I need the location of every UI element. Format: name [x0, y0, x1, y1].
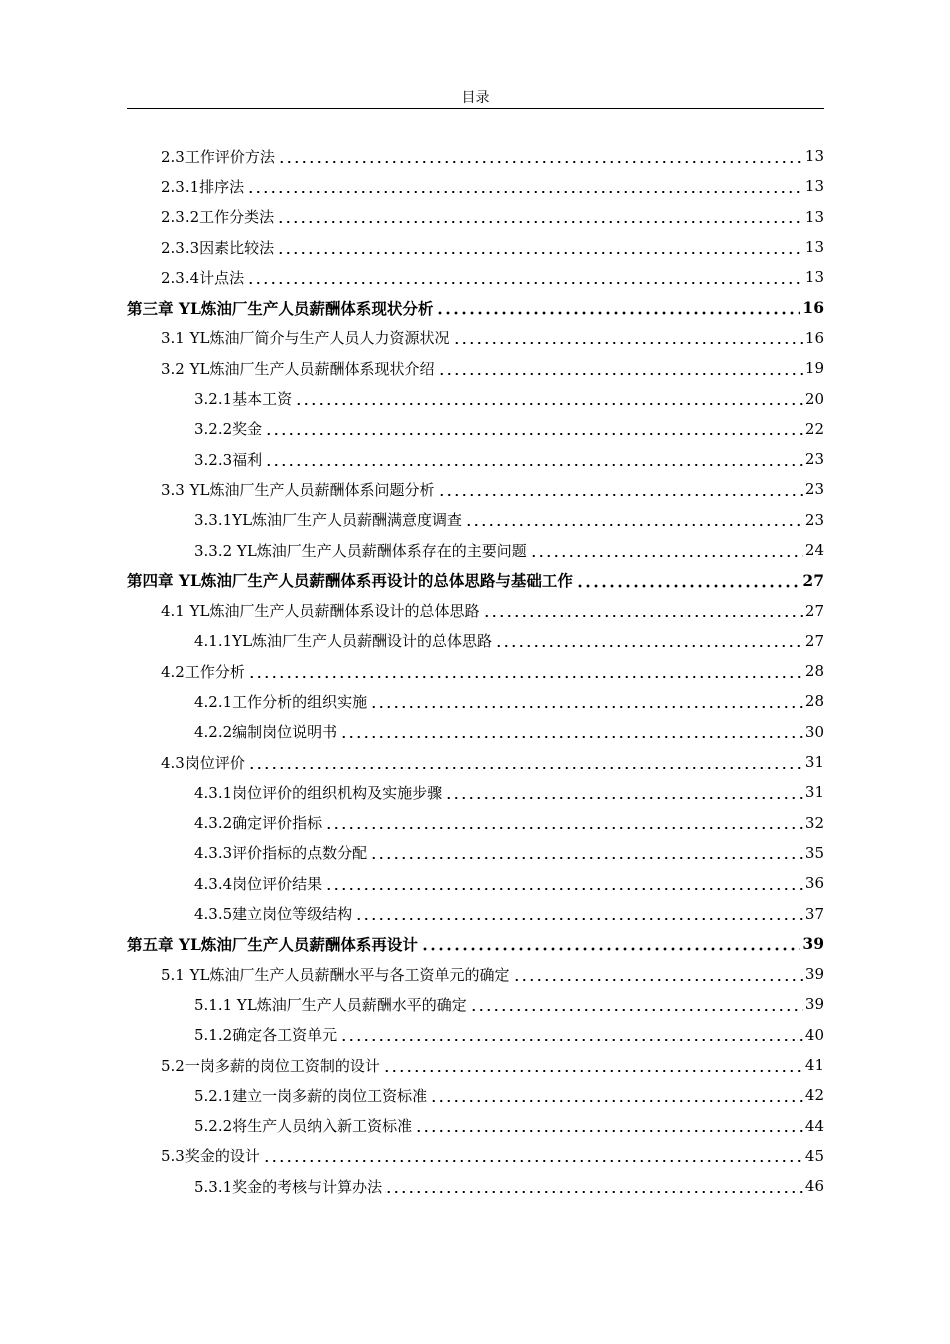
dot-leader	[340, 1027, 803, 1042]
toc-entry-page-number: 35	[804, 843, 824, 862]
toc-entry[interactable]	[127, 232, 824, 262]
toc-entry[interactable]	[127, 898, 824, 928]
dot-leader	[430, 1088, 803, 1103]
dot-leader	[370, 694, 803, 709]
toc-entry-page-number: 31	[804, 753, 824, 772]
dot-leader	[278, 149, 803, 164]
dot-leader	[530, 543, 803, 558]
toc-entry-page-number: 13	[804, 147, 824, 166]
toc-entry-page-number: 36	[804, 874, 824, 893]
toc-entry-page-number: 19	[804, 359, 824, 378]
toc-entry-title: 3.3.2 YL炼油厂生产人员薪酬体系存在的主要问题	[194, 541, 527, 560]
dot-leader	[355, 906, 803, 921]
dot-leader	[415, 1118, 803, 1133]
toc-entry-title: 2.3.2工作分类法	[161, 208, 275, 227]
dot-leader	[383, 1058, 803, 1073]
dot-leader	[470, 997, 803, 1012]
toc-entry[interactable]	[127, 929, 824, 959]
dot-leader	[370, 845, 803, 860]
toc-entry-title: 5.3.1奖金的考核与计算办法	[194, 1177, 383, 1196]
toc-entry-page-number: 39	[802, 934, 824, 954]
toc-entry-title: 5.1.1 YL炼油厂生产人员薪酬水平的确定	[194, 995, 467, 1014]
toc-entry-page-number: 13	[804, 207, 824, 226]
dot-leader	[436, 300, 800, 315]
toc-entry-page-number: 37	[804, 904, 824, 923]
toc-entry[interactable]	[127, 414, 824, 444]
dot-leader	[438, 361, 803, 376]
toc-entry-page-number: 41	[804, 1056, 824, 1075]
dot-leader	[265, 421, 803, 436]
toc-entry[interactable]	[127, 959, 824, 989]
toc-entry-title: 4.1 YL炼油厂生产人员薪酬体系设计的总体思路	[161, 602, 480, 621]
toc-entry-page-number: 27	[804, 601, 824, 620]
toc-entry-page-number: 32	[804, 813, 824, 832]
toc-entry[interactable]	[127, 292, 824, 322]
toc-entry-page-number: 28	[804, 692, 824, 711]
toc-entry-page-number: 23	[804, 480, 824, 499]
toc-entry[interactable]	[127, 1111, 824, 1141]
toc-entry[interactable]	[127, 323, 824, 353]
toc-entry-page-number: 44	[804, 1116, 824, 1135]
page-header	[127, 88, 824, 109]
toc-entry[interactable]	[127, 474, 824, 504]
toc-entry[interactable]	[127, 1171, 824, 1201]
dot-leader	[483, 603, 803, 618]
toc-entry[interactable]	[127, 383, 824, 413]
toc-entry-title: 4.3.5建立岗位等级结构	[194, 905, 353, 924]
toc-entry-page-number: 24	[804, 541, 824, 559]
toc-entry[interactable]	[127, 141, 824, 171]
toc-entry-title: 5.3奖金的设计	[161, 1147, 260, 1166]
page-title: 目录	[461, 90, 490, 106]
toc-entry-page-number: 39	[804, 965, 824, 984]
dot-leader	[445, 785, 803, 800]
dot-leader	[248, 664, 803, 679]
toc-entry-page-number: 27	[802, 570, 824, 590]
dot-leader	[495, 633, 803, 648]
toc-entry[interactable]	[127, 747, 824, 777]
toc-entry-title: 5.1.2确定各工资单元	[194, 1026, 338, 1045]
dot-leader	[438, 482, 803, 497]
toc-entry-page-number: 16	[802, 298, 824, 318]
toc-entry[interactable]	[127, 171, 824, 201]
toc-entry-title: 4.3.2确定评价指标	[194, 814, 323, 833]
toc-entry-title: 5.2.1建立一岗多薪的岗位工资标准	[194, 1086, 428, 1105]
toc-entry-title: 3.2 YL炼油厂生产人员薪酬体系现状介绍	[161, 359, 435, 378]
dot-leader	[421, 936, 801, 951]
toc-entry-title: 3.2.1基本工资	[194, 390, 293, 409]
toc-entry-title: 4.2.1工作分析的组织实施	[194, 692, 368, 711]
toc-entry-title: 3.2.3福利	[194, 450, 263, 469]
toc-entry-title: 4.3.4岗位评价结果	[194, 874, 323, 893]
dot-leader	[465, 512, 803, 527]
toc-entry-title: 2.3.3因素比较法	[161, 238, 275, 257]
toc-entry-page-number: 39	[804, 995, 824, 1014]
toc-entry-page-number: 13	[804, 177, 824, 196]
toc-entry-page-number: 40	[804, 1025, 824, 1044]
toc-entry-page-number: 16	[804, 328, 824, 347]
toc-entry-page-number: 23	[804, 510, 824, 529]
toc-entry-page-number: 28	[804, 662, 824, 681]
toc-entry-title: 4.3.1岗位评价的组织机构及实施步骤	[194, 783, 443, 802]
toc-entry[interactable]	[127, 1080, 824, 1110]
toc-entry-page-number: 13	[804, 268, 824, 287]
dot-leader	[263, 1148, 803, 1163]
toc-entry-page-number: 42	[804, 1086, 824, 1105]
toc-entry[interactable]	[127, 868, 824, 898]
toc-entry[interactable]	[127, 1020, 824, 1050]
toc-entry-title: 3.1 YL炼油厂简介与生产人员人力资源状况	[161, 329, 450, 348]
dot-leader	[247, 270, 803, 285]
toc-entry-title: 第五章 YL炼油厂生产人员薪酬体系再设计	[127, 934, 418, 954]
toc-entry-title: 5.2.2将生产人员纳入新工资标准	[194, 1117, 413, 1136]
toc-entry[interactable]	[127, 595, 824, 625]
toc-entry-title: 4.3岗位评价	[161, 753, 245, 772]
toc-entry-title: 3.3 YL炼油厂生产人员薪酬体系问题分析	[161, 480, 435, 499]
toc-entry-title: 第三章 YL炼油厂生产人员薪酬体系现状分析	[127, 298, 434, 318]
toc-entry-page-number: 22	[804, 419, 824, 438]
toc-entry[interactable]	[127, 444, 824, 474]
toc-entry[interactable]	[127, 1050, 824, 1080]
toc-entry-page-number: 45	[804, 1146, 824, 1165]
toc-entry-page-number: 27	[804, 631, 824, 650]
toc-entry-title: 2.3.4计点法	[161, 268, 245, 287]
toc-entry[interactable]	[127, 262, 824, 292]
toc-entry-title: 4.3.3评价指标的点数分配	[194, 844, 368, 863]
toc-entry[interactable]	[127, 565, 824, 595]
toc-entry[interactable]	[127, 202, 824, 232]
toc-entry[interactable]	[127, 505, 824, 535]
toc-entry-title: 4.1.1YL炼油厂生产人员薪酬设计的总体思路	[194, 632, 493, 651]
toc-entry[interactable]	[127, 777, 824, 807]
dot-leader	[247, 179, 803, 194]
dot-leader	[340, 724, 803, 739]
toc-entry[interactable]	[127, 838, 824, 868]
toc-entry[interactable]	[127, 535, 824, 565]
toc-entry[interactable]	[127, 686, 824, 716]
toc-entry-page-number: 31	[804, 783, 824, 802]
dot-leader	[277, 240, 803, 255]
toc-entry-title: 5.1 YL炼油厂生产人员薪酬水平与各工资单元的确定	[161, 965, 510, 984]
toc-entry[interactable]	[127, 626, 824, 656]
dot-leader	[277, 209, 803, 224]
dot-leader	[325, 815, 803, 830]
toc-entry-title: 5.2一岗多薪的岗位工资制的设计	[161, 1056, 380, 1075]
toc-entry[interactable]	[127, 656, 824, 686]
dot-leader	[248, 755, 803, 770]
toc-entry-page-number: 30	[804, 722, 824, 741]
toc-entry-page-number: 46	[804, 1177, 824, 1196]
toc-entry-title: 第四章 YL炼油厂生产人员薪酬体系再设计的总体思路与基础工作	[127, 571, 573, 591]
toc-entry-title: 2.3.1排序法	[161, 177, 245, 196]
toc-entry-page-number: 23	[804, 450, 824, 469]
toc-entry-title: 4.2.2编制岗位说明书	[194, 723, 338, 742]
dot-leader	[576, 573, 801, 588]
toc-entry[interactable]	[127, 353, 824, 383]
table-of-contents	[127, 141, 824, 1201]
dot-leader	[265, 452, 803, 467]
toc-entry-page-number: 13	[804, 238, 824, 257]
toc-entry[interactable]	[127, 808, 824, 838]
dot-leader	[295, 391, 803, 406]
toc-entry[interactable]	[127, 1141, 824, 1171]
toc-entry-title: 2.3工作评价方法	[161, 147, 275, 166]
dot-leader	[513, 967, 803, 982]
dot-leader	[325, 876, 803, 891]
dot-leader	[453, 330, 803, 345]
toc-entry-title: 3.2.2奖金	[194, 420, 263, 439]
toc-entry[interactable]	[127, 989, 824, 1019]
dot-leader	[385, 1179, 803, 1194]
toc-entry[interactable]	[127, 717, 824, 747]
toc-entry-title: 3.3.1YL炼油厂生产人员薪酬满意度调查	[194, 511, 463, 530]
toc-entry-title: 4.2工作分析	[161, 662, 245, 681]
toc-entry-page-number: 20	[804, 389, 824, 408]
